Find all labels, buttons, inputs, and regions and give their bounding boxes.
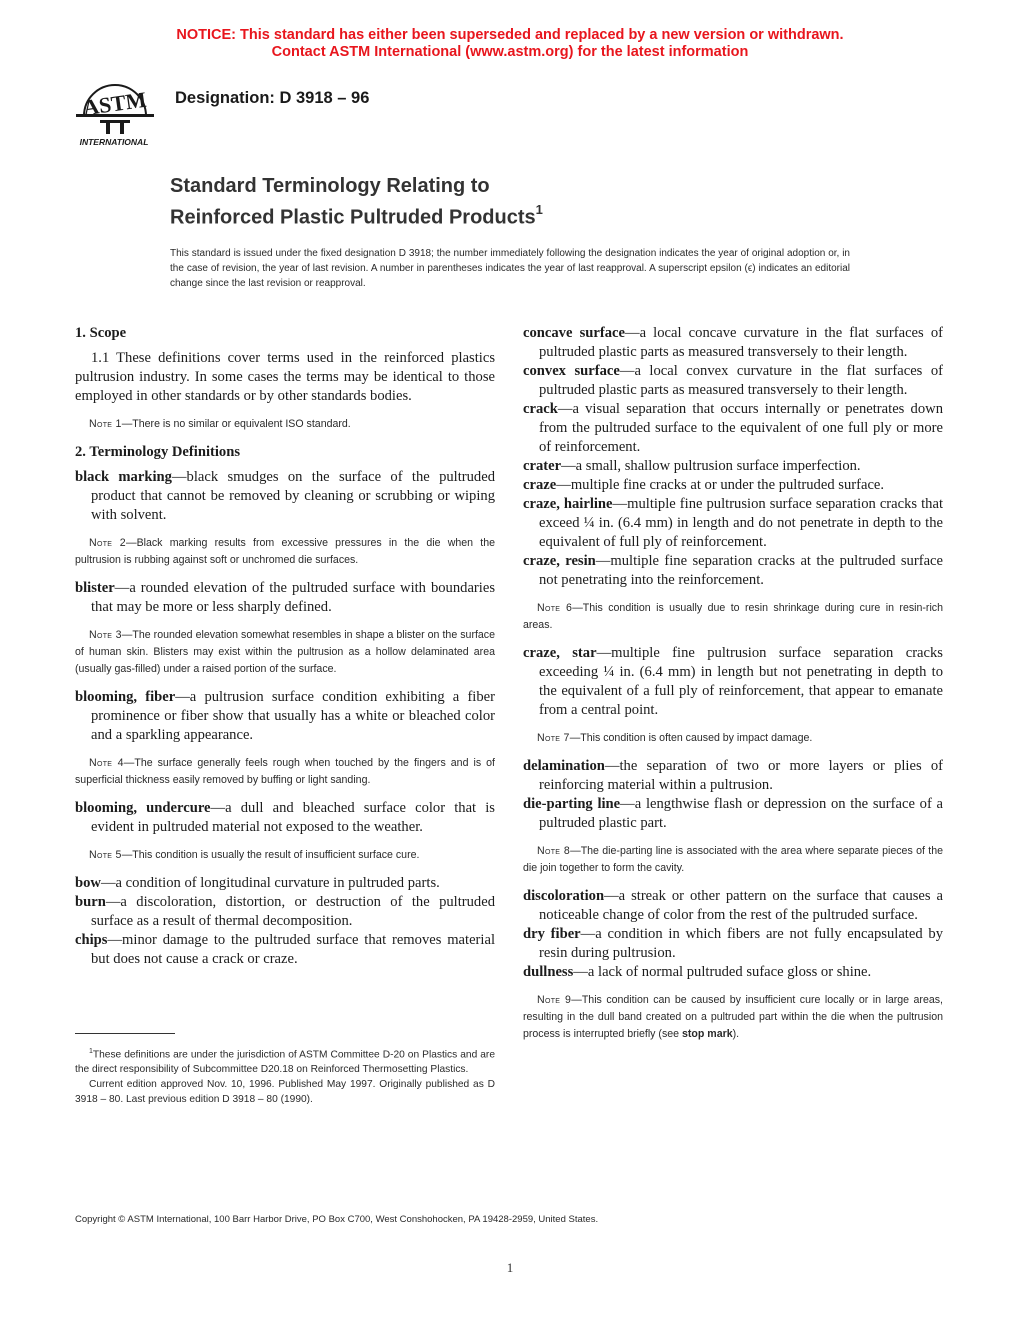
notice-banner [0,27,1020,61]
right-column [523,324,943,1053]
def-die-parting-line: die-parting line—a lengthwise flash or depression on the surface of a pultruded plastic part. [523,796,944,831]
def-bow: bow—a condition of longitudinal curvature in pultruded parts. [75,875,440,891]
logo-text: ASTM [81,86,148,121]
footnote-divider [75,1033,175,1034]
note-2: Note 2—Black marking results from excessive pressures in the die when the pultrusion is rubbing against soft or unchromed die surfaces. [75,537,495,566]
logo-subtext: INTERNATIONAL [79,137,149,147]
note-7: Note 7—This condition is often caused by impact damage. [537,732,813,744]
def-craze-star: craze, star—multiple fine pultrusion surface separation cracks exceeding ¼ in. (6.4 mm) in length but not penetrating in depth to the equivalent of a full ply of reinforcement, that appear to emanate from a central point. [523,645,943,718]
def-blooming-fiber: blooming, fiber—a pultrusion surface condition exhibiting a fiber prominence or fiber show that usually has a white or bleached color and a sparkling appearance. [75,689,495,743]
notice-line-1: NOTICE: This standard has either been superseded and replaced by a new version or withdrawn. [176,27,844,43]
note-8: Note 8—The die-parting line is associated with the area where separate pieces of the die join together to form the cavity. [523,845,943,874]
def-discoloration: discoloration—a streak or other pattern on the surface that causes a noticeable change of color from the rest of the pultruded surface. [523,888,943,923]
def-concave-surface: concave surface—a local concave curvature in the flat surfaces of pultruded plastic parts as measured transversely to their length. [523,325,943,360]
designation: Designation: D 3918 – 96 [175,89,370,107]
document-title [170,174,543,231]
def-dullness: dullness—a lack of normal pultruded suface gloss or shine. [523,964,872,980]
note-6: Note 6—This condition is usually due to resin shrinkage during cure in resin-rich areas. [523,602,943,631]
def-craze-hairline: craze, hairline—multiple fine pultrusion surface separation cracks that exceed ¼ in. (6.4 mm) in length and do not penetrate in depth to the equivalent of full ply of reinforcement. [523,496,943,550]
note-9: Note 9—This condition can be caused by insufficient cure locally or in large areas, resulting in the dull band created on a pultruded part within the die when the pultrusion process is interrupted briefly (see stop mark). [523,994,943,1040]
note-5: Note 5—This condition is usually the result of insufficient surface cure. [89,849,420,861]
title-line-1: Standard Terminology Relating to [170,175,490,197]
issuance-statement: This standard is issued under the fixed designation D 3918; the number immediately following the designation indicates the year of original adoption or, in the case of revision, the year of last revision. A number in parentheses indicates the year of last reapproval. A superscript epsilon (ϵ) indicates an editorial change since the last revision or reapproval. [170,248,850,289]
note-3: Note 3—The rounded elevation somewhat resembles in shape a blister on the surface of human skin. Blisters may exist within the pultrusion as a hollow delaminated area (usually gas-filled) under a raised portion of the surface. [75,629,495,675]
def-blister: blister—a rounded elevation of the pultruded surface with boundaries that may be more or less sharply defined. [75,580,495,615]
footnotes [75,1044,495,1107]
def-black-marking: black marking—black smudges on the surface of the pultruded product that cannot be removed by cleaning or scrubbing or wiping with solvent. [75,469,496,523]
def-blooming-undercure: blooming, undercure—a dull and bleached surface color that is evident in pultruded material not exposed to the weather. [75,800,495,835]
def-delamination: delamination—the separation of two or more layers or plies of reinforcing material within a pultrusion. [523,758,943,793]
def-burn: burn—a discoloration, distortion, or destruction of the pultruded surface as a result of thermal decomposition. [75,894,495,929]
section-scope-heading: 1. Scope [75,325,127,341]
section-definitions-heading: 2. Terminology Definitions [75,444,241,460]
note-4: Note 4—The surface generally feels rough when touched by the fingers and is of superficial thickness easily removed by buffing or light sanding. [75,757,495,786]
def-crack: crack—a visual separation that occurs internally or penetrates down from the pultruded surface to the equivalent of one full ply or more of reinforcement. [523,401,943,455]
def-dry-fiber: dry fiber—a condition in which fibers are not fully encapsulated by resin during pultrusion. [523,926,943,961]
title-footnote-mark: 1 [535,202,543,217]
scope-paragraph: 1.1 These definitions cover terms used in the reinforced plastics pultrusion industry. In some cases the terms may be identical to those employed in other standards or by other standards bodies. [75,350,495,404]
astm-logo-icon [70,76,160,148]
copyright-notice: Copyright © ASTM International, 100 Barr Harbor Drive, PO Box C700, West Conshohocken, PA 19428-2959, United States. [75,1214,599,1225]
footnote-approval: Current edition approved Nov. 10, 1996. Published May 1997. Originally published as D 3918 – 80. Last previous edition D 3918 – 80 (1990). [75,1079,495,1106]
left-column [75,324,495,969]
notice-line-2: Contact ASTM International (www.astm.org) for the latest information [271,44,749,60]
page-number: 1 [506,1260,514,1275]
note-1: Note 1—There is no similar or equivalent ISO standard. [89,418,351,430]
def-chips: chips—minor damage to the pultruded surface that removes material but does not cause a crack or craze. [75,932,495,967]
title-line-2: Reinforced Plastic Pultruded Products [170,206,536,229]
def-crater: crater—a small, shallow pultrusion surface imperfection. [523,458,861,474]
def-craze: craze—multiple fine cracks at or under the pultruded surface. [523,477,885,493]
footnote-1: $^1$These definitions are under the jurisdiction of ASTM Committee D-20 on Plastics and are the direct responsibility of Subcommittee D20.18 on Reinforced Thermosetting Plastics. [75,1048,495,1076]
def-convex-surface: convex surface—a local convex curvature in the flat surfaces of pultruded plastic parts as measured transversely to their length. [523,363,944,398]
def-craze-resin: craze, resin—multiple fine separation cracks at the pultruded surface not penetrating into the reinforcement. [523,553,944,588]
stop-mark-reference: stop mark [681,1028,733,1040]
